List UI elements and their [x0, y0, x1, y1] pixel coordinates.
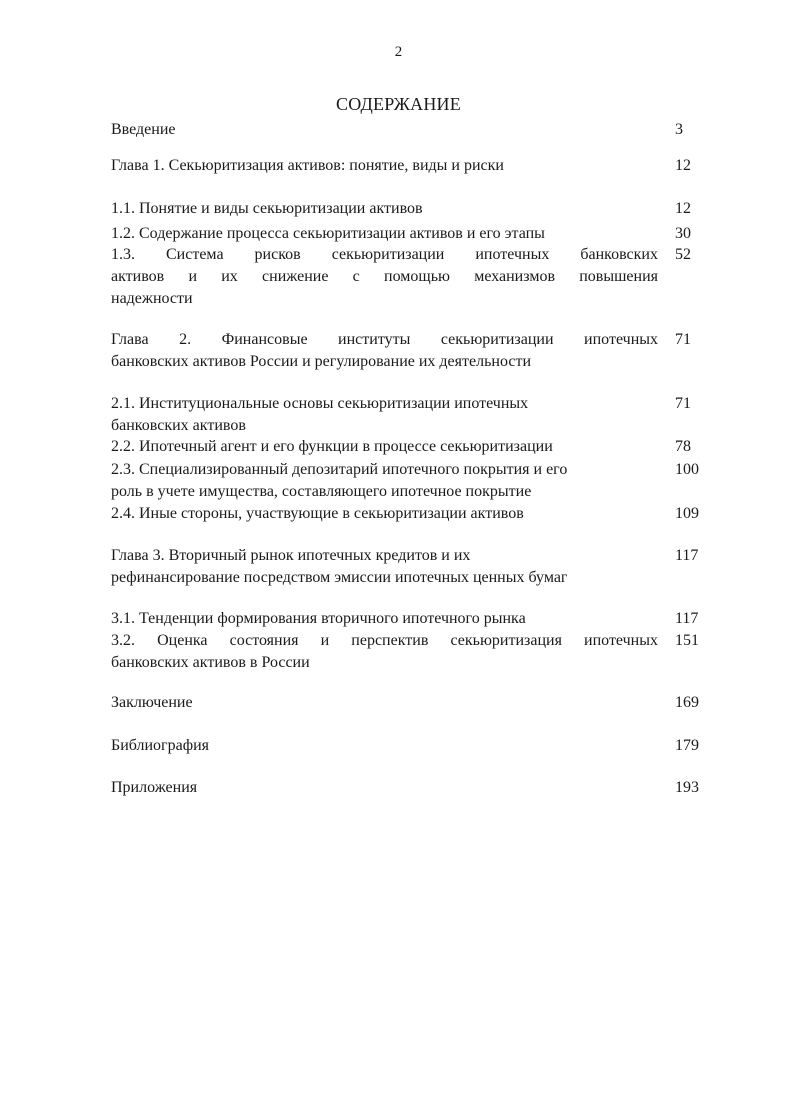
toc-entry-conclusion	[111, 692, 658, 714]
toc-entry-chapter-2	[111, 329, 658, 373]
toc-entry-section-1-1	[111, 198, 658, 220]
toc-entry-text: надежности	[111, 290, 193, 307]
toc-entry-text: 1.2. Содержание процесса секьюритизации активов и его этапы	[111, 225, 545, 242]
toc-entry-text: банковских активов России и регулирование их деятельности	[111, 353, 532, 370]
toc-page-number: 100	[675, 461, 699, 478]
toc-page-number: 151	[675, 632, 699, 649]
toc-page-number: 78	[675, 438, 691, 455]
toc-page-number: 52	[675, 246, 691, 263]
toc-entry-text: 3.1. Тенденции формирования вторичного ипотечного рынка	[111, 610, 526, 627]
toc-page-number: 12	[675, 157, 691, 174]
toc-page-number: 71	[675, 331, 691, 348]
toc-entry-section-3-2	[111, 630, 658, 674]
toc-entry-chapter-1	[111, 155, 658, 177]
toc-page-number: 12	[675, 200, 691, 217]
toc-page-number: 169	[675, 694, 699, 711]
toc-entry-text: 3.2. Оценка состояния и перспектив секьюритизация ипотечных	[111, 632, 658, 649]
toc-entry-section-2-3	[111, 459, 658, 503]
toc-entry-section-3-1	[111, 608, 658, 630]
toc-entry-section-2-4	[111, 503, 658, 525]
toc-entry-text: Библиография	[111, 737, 209, 754]
toc-entry-section-2-1	[111, 393, 658, 437]
toc-entry-text: 1.3. Система рисков секьюритизации ипотечных банковских	[111, 246, 658, 263]
toc-entry-section-2-2	[111, 436, 658, 458]
toc-entry-section-1-3	[111, 244, 658, 310]
toc-page-number: 3	[675, 121, 683, 138]
toc-entry-text: Глава 1. Секьюритизация активов: понятие, виды и риски	[111, 157, 504, 174]
toc-page-number: 71	[675, 395, 691, 412]
toc-page-number: 109	[675, 505, 699, 522]
toc-entry-bibliography	[111, 735, 658, 757]
toc-entry-text: банковских активов	[111, 417, 246, 434]
toc-entry-text: 2.2. Ипотечный агент и его функции в процессе секьюритизации	[111, 438, 553, 455]
page-title: СОДЕРЖАНИЕ	[336, 94, 461, 114]
toc-entry-text: Приложения	[111, 779, 198, 796]
toc-page-number: 179	[675, 737, 699, 754]
toc-entry-text: рефинансирование посредством эмиссии ипотечных ценных бумаг	[111, 569, 568, 586]
toc-entry-section-1-2	[111, 223, 658, 245]
toc-entry-text: 2.1. Институциональные основы секьюритизации ипотечных	[111, 395, 529, 412]
toc-entry-text: Глава 3. Вторичный рынок ипотечных кредитов и их	[111, 547, 471, 564]
toc-entry-text: Введение	[111, 121, 176, 138]
toc-page-number: 117	[675, 547, 699, 564]
toc-entry-introduction	[111, 119, 658, 141]
toc-entry-text: 2.3. Специализированный депозитарий ипотечного покрытия и его	[111, 461, 568, 478]
toc-entry-appendices	[111, 777, 658, 799]
toc-entry-text: роль в учете имущества, составляющего ипотечное покрытие	[111, 483, 532, 500]
toc-entry-text: банковских активов в России	[111, 654, 310, 671]
page-number: 2	[394, 44, 403, 60]
toc-entry-text: активов и их снижение с помощью механизмов повышения	[111, 268, 658, 285]
toc-entry-text: Заключение	[111, 694, 193, 711]
toc-page-number: 193	[675, 779, 699, 796]
toc-page-number: 117	[675, 610, 699, 627]
toc-page-number: 30	[675, 225, 691, 242]
toc-entry-text: 2.4. Иные стороны, участвующие в секьюритизации активов	[111, 505, 524, 522]
toc-entry-chapter-3	[111, 545, 658, 589]
toc-entry-text: 1.1. Понятие и виды секьюритизации активов	[111, 200, 423, 217]
toc-entry-text: Глава 2. Финансовые институты секьюритизации ипотечных	[111, 331, 658, 348]
